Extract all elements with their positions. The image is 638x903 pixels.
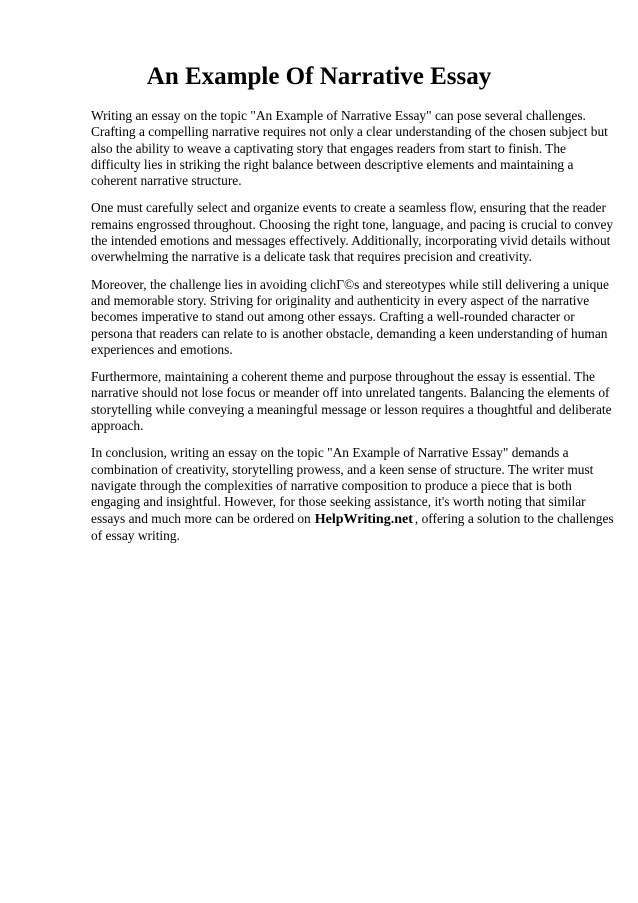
paragraph-line: also the ability to weave a captivating story that engages readers from start to finish. The bbox=[91, 140, 566, 156]
paragraph-line: persona that readers can relate to is another obstacle, demanding a keen understanding of human bbox=[91, 325, 608, 341]
paragraph-3 bbox=[91, 276, 609, 358]
paragraph-line: Furthermore, maintaining a coherent theme and purpose throughout the essay is essential. The bbox=[91, 369, 595, 385]
paragraph-line: combination of creativity, storytelling prowess, and a keen sense of structure. The writer must bbox=[91, 461, 594, 477]
paragraph-line: overwhelming the narrative is a delicate task that requires precision and creativity. bbox=[91, 249, 532, 265]
paragraph-line: One must carefully select and organize events to create a seamless flow, ensuring that the reader bbox=[91, 200, 606, 216]
paragraph-line: experiences and emotions. bbox=[91, 341, 233, 357]
paragraph-line: engaging and insightful. However, for those seeking assistance, it's worth noting that similar bbox=[91, 494, 586, 510]
paragraph-line: storytelling while conveying a meaningful message or lesson requires a thoughtful and deliberate bbox=[91, 401, 612, 417]
paragraph-line: approach. bbox=[91, 418, 144, 434]
paragraph-1 bbox=[91, 108, 608, 189]
paragraph-4 bbox=[91, 369, 612, 434]
paragraph-line: narrative should not lose focus or meander off into unrelated tangents. Balancing the elements of bbox=[91, 385, 610, 401]
paragraph-line: In conclusion, writing an essay on the topic "An Example of Narrative Essay" demands a bbox=[91, 445, 569, 461]
paragraph-line: Moreover, the challenge lies in avoiding clichГ©s and stereotypes while still delivering a unique bbox=[91, 276, 609, 292]
paragraph-2 bbox=[91, 200, 614, 265]
line-text-before-link: essays and much more can be ordered on bbox=[91, 510, 311, 526]
paragraph-line: Crafting a compelling narrative requires not only a clear understanding of the chosen subject but bbox=[91, 124, 608, 140]
paragraph-line: remains engrossed throughout. Choosing the right tone, language, and pacing is crucial to convey bbox=[91, 216, 614, 232]
helpwriting-link[interactable]: HelpWriting.net bbox=[314, 511, 413, 527]
document-title: An Example Of Narrative Essay bbox=[146, 63, 492, 90]
paragraph-line: difficulty lies in striking the right balance between descriptive elements and maintaining a bbox=[91, 156, 574, 172]
paragraph-line: and memorable story. Striving for originality and authenticity in every aspect of the narrative bbox=[91, 292, 590, 308]
paragraph-line: Writing an essay on the topic "An Example of Narrative Essay" can pose several challenges. bbox=[91, 108, 586, 123]
paragraph-5 bbox=[91, 445, 614, 544]
document-body bbox=[91, 108, 614, 555]
line-text-after-link: , offering a solution to the challenges bbox=[414, 510, 614, 526]
paragraph-line: of essay writing. bbox=[91, 527, 180, 543]
paragraph-line: coherent narrative structure. bbox=[91, 173, 242, 189]
paragraph-line-with-link bbox=[91, 510, 614, 528]
paragraph-line: becomes imperative to stand out among other essays. Crafting a well-rounded character or bbox=[91, 309, 575, 325]
paragraph-line: navigate through the complexities of narrative composition to produce a piece that is both bbox=[91, 477, 572, 493]
paragraph-line: the intended emotions and messages effectively. Additionally, incorporating vivid details without bbox=[91, 233, 611, 249]
